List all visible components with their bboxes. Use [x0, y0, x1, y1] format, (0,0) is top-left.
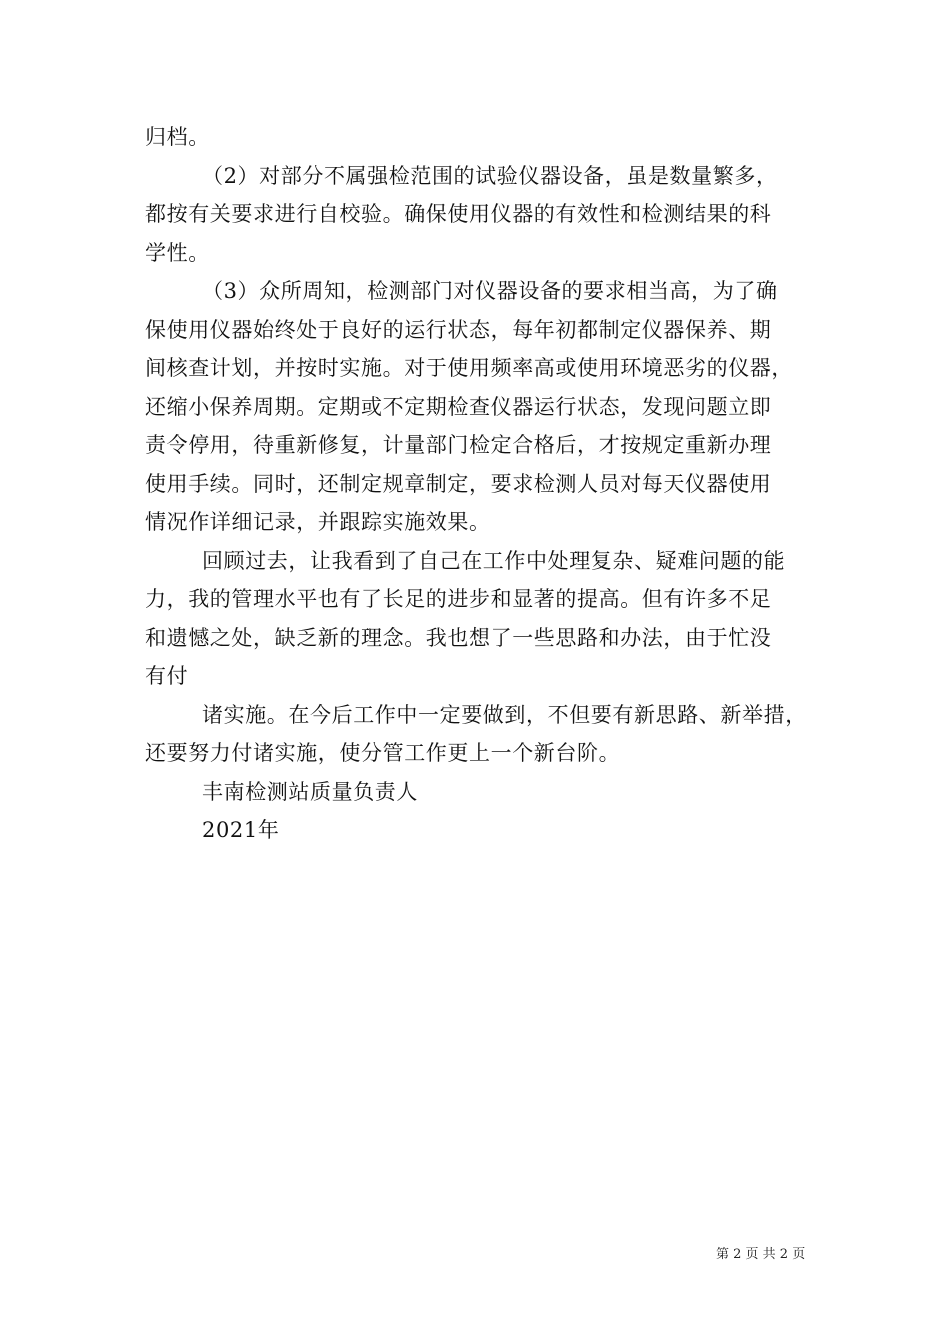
text-line: 诸实施。在今后工作中一定要做到，不但要有新思路、新举措， [202, 702, 807, 727]
text-line: 和遗憾之处，缺乏新的理念。我也想了一些思路和办法，由于忙没 [145, 625, 772, 650]
text-line: 还要努力付诸实施，使分管工作更上一个新台阶。 [145, 741, 621, 765]
text-line: 情况作详细记录，并跟踪实施效果。 [145, 510, 491, 534]
text-line: 回顾过去，让我看到了自己在工作中处理复杂、疑难问题的能 [202, 548, 786, 573]
document-body [145, 118, 807, 850]
text-line: （2）对部分不属强检范围的试验仪器设备，虽是数量繁多， [202, 163, 778, 188]
text-line: 间核查计划，并按时实施。对于使用频率高或使用环境恶劣的仪器， [145, 356, 793, 380]
text-line: 使用手续。同时，还制定规章制定，要求检测人员对每天仪器使用 [145, 471, 772, 496]
text-line: 力，我的管理水平也有了长足的进步和显著的提高。但有许多不足 [145, 587, 772, 611]
text-line: 归档。 [145, 125, 210, 149]
text-line: 学性。 [145, 240, 210, 265]
text-line: 责令停用，待重新修复，计量部门检定合格后，才按规定重新办理 [145, 433, 772, 457]
signature-line: 丰南检测站质量负责人 [202, 779, 418, 804]
text-line: 保使用仪器始终处于良好的运行状态，每年初都制定仪器保养、期 [145, 317, 772, 342]
text-line: 还缩小保养周期。定期或不定期检查仪器运行状态，发现问题立即 [145, 394, 772, 419]
text-line: （3）众所周知，检测部门对仪器设备的要求相当高，为了确 [202, 279, 778, 303]
date-line: 2021年 [202, 818, 280, 842]
text-line: 有付 [145, 664, 189, 688]
page-number: 第 2 页 共 2 页 [716, 1247, 806, 1262]
text-line: 都按有关要求进行自校验。确保使用仪器的有效性和检测结果的科 [145, 202, 772, 226]
